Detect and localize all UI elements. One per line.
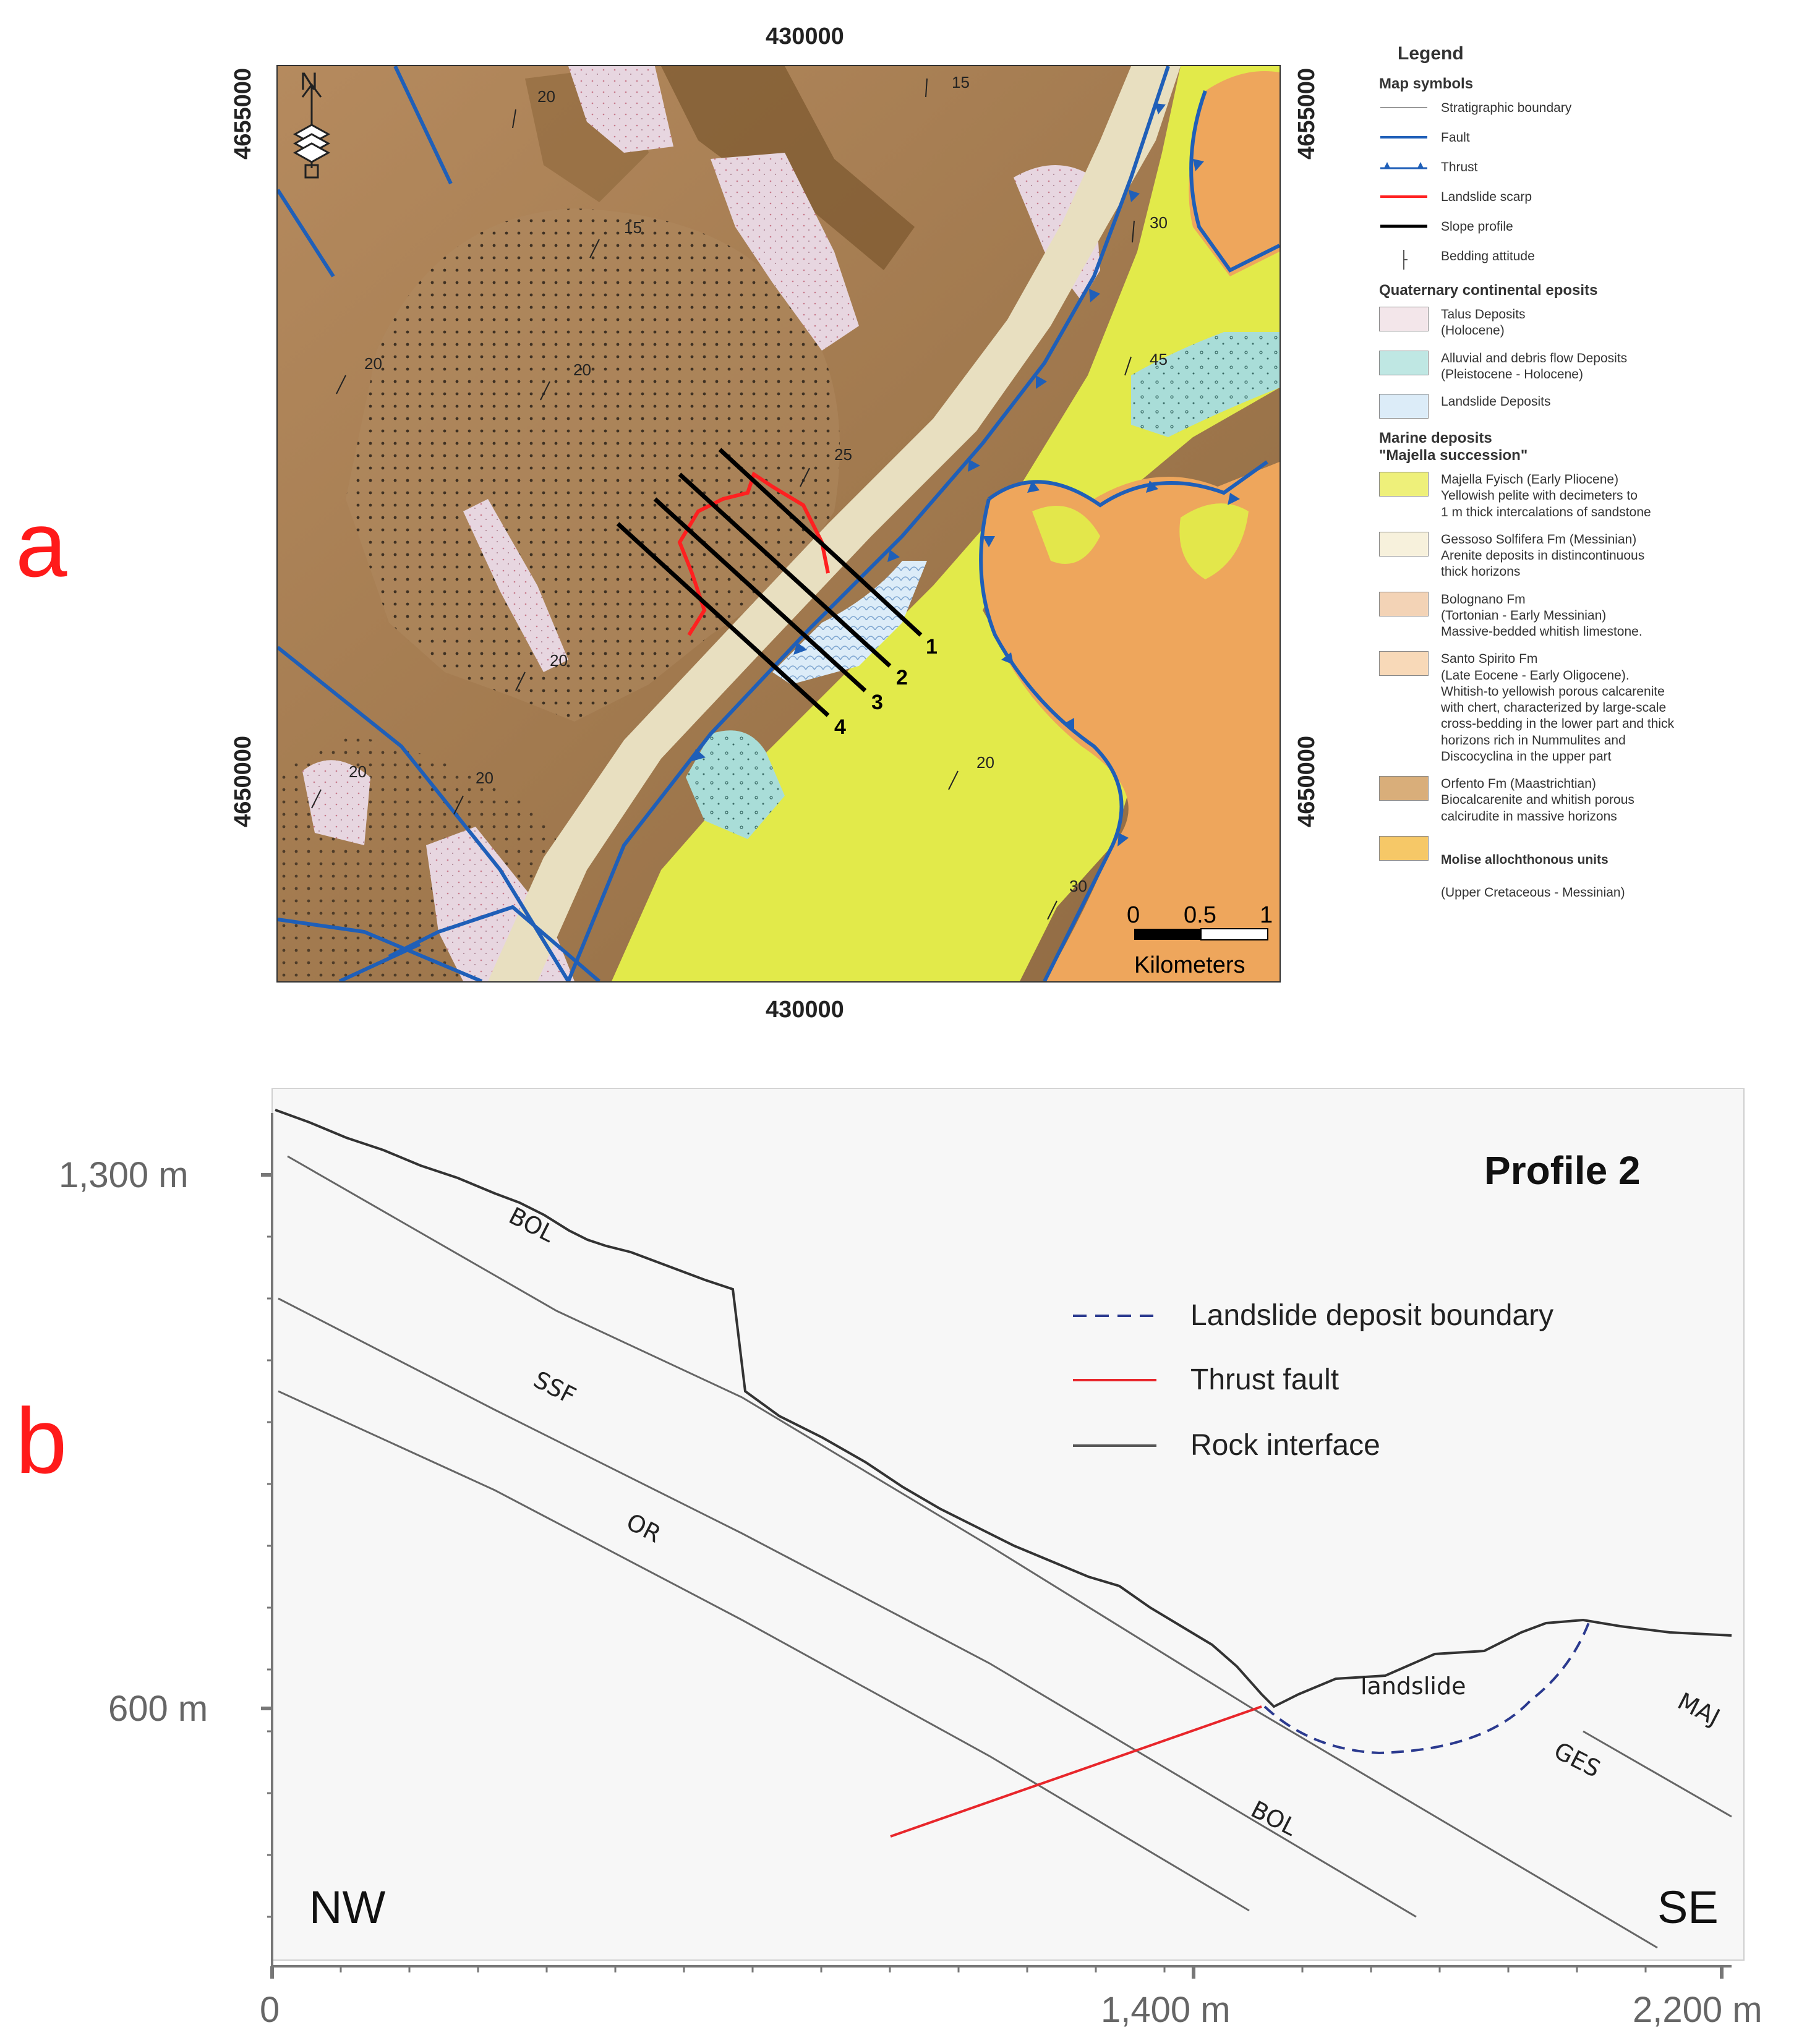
- northing-left-bottom-label: 4650000: [230, 736, 256, 827]
- bedding-value: 15: [952, 73, 970, 92]
- unit-label-landslide: landslide: [1361, 1673, 1466, 1700]
- legend-label: Thrust: [1441, 160, 1478, 174]
- talus-swatch-icon: [1379, 307, 1429, 331]
- legend-row-molise: [1379, 836, 1806, 901]
- legend-label: Bedding attitude: [1441, 249, 1535, 263]
- x-tick-label-0: 0: [260, 1990, 280, 2030]
- legend-row-landslide-deposits: [1379, 394, 1806, 419]
- bedding-value: 45: [1150, 350, 1168, 369]
- unit-label-or: OR: [622, 1507, 666, 1548]
- orfento-swatch-icon: [1379, 776, 1429, 801]
- alluvial-swatch-icon: [1379, 351, 1429, 375]
- x-tick-label-1400: 1,400 m: [1101, 1990, 1231, 2030]
- bolognano-swatch-icon: [1379, 592, 1429, 616]
- bedding-value: 15: [624, 218, 642, 237]
- north-arrow-label: N: [300, 68, 318, 95]
- legend-row-orfento: [1379, 776, 1806, 825]
- bedding-value: 20: [573, 360, 591, 379]
- legend-row-santo-spirito: [1379, 651, 1806, 765]
- legend-row-slope-profile: [1379, 219, 1806, 237]
- majella-swatch-icon: [1379, 472, 1429, 497]
- unit-label-bol-upper: BOL: [504, 1201, 560, 1248]
- legend-label: Alluvial and debris flow Deposits (Pleistocene - Holocene): [1441, 351, 1628, 382]
- legend-row-landslide-scarp: [1379, 189, 1806, 208]
- gessoso-swatch-icon: [1379, 532, 1429, 556]
- bedding-value: 20: [476, 769, 493, 787]
- profile-number-4: 4: [834, 715, 846, 739]
- fault-line-icon: [1379, 130, 1429, 145]
- legend-row-bedding-attitude: [1379, 249, 1806, 271]
- unit-label-maj: MAJ: [1673, 1687, 1725, 1731]
- bedding-value: 20: [550, 651, 568, 670]
- legend-label: Orfento Fm (Maastrichtian) Biocalcarenite and whitish porous calcirudite in massive horizons: [1441, 777, 1634, 824]
- bedding-value: 30: [1069, 877, 1087, 895]
- landslide-swatch-icon: [1379, 394, 1429, 419]
- legend-label: Majella Fyisch (Early Pliocene) Yellowish pelite with decimeters to 1 m thick intercalations of sandstone: [1441, 472, 1651, 519]
- legend-label: Landslide deposit boundary: [1190, 1299, 1554, 1332]
- legend-row-stratigraphic-boundary: [1379, 100, 1806, 119]
- marine-heading: Marine deposits "Majella succession": [1379, 430, 1528, 464]
- landslide-scarp-line-icon: [1379, 189, 1429, 204]
- legend-label: Santo Spirito Fm (Late Eocene - Early Oligocene). Whitish-to yellowish porous calcarenite with chert, characterized by large-scale cross-bedding in the lower part and thick horizons rich in Nummulites and Discocyclina in the upper part: [1441, 652, 1675, 764]
- thrust-line-icon: [1379, 160, 1429, 174]
- unit-label-ges: GES: [1549, 1736, 1605, 1783]
- stratigraphic-boundary-line-icon: [1379, 100, 1429, 115]
- scale-tick-05: 0.5: [1184, 902, 1216, 928]
- legend-row-thrust: [1379, 160, 1806, 178]
- slope-profile-line-icon: [1379, 219, 1429, 234]
- map-symbols-heading: Map symbols: [1379, 75, 1474, 92]
- profile-title: Profile 2: [1484, 1148, 1641, 1193]
- x-tick-label-2200: 2,200 m: [1633, 1990, 1762, 2030]
- legend-row-majella: [1379, 472, 1806, 521]
- northing-right-top-label: 4655000: [1294, 68, 1320, 160]
- easting-bottom-label: 430000: [766, 997, 844, 1023]
- bedding-value: 20: [976, 753, 994, 772]
- legend-row-gessoso: [1379, 532, 1806, 581]
- geologic-map: [276, 65, 1281, 983]
- bedding-value: 20: [349, 762, 367, 781]
- y-tick-label-600: 600 m: [108, 1689, 208, 1729]
- legend-label: Landslide scarp: [1441, 190, 1532, 204]
- bedding-value: 20: [537, 87, 555, 106]
- legend-row-fault: [1379, 130, 1806, 148]
- bedding-value: 20: [364, 354, 382, 373]
- unit-label-ssf: SSF: [529, 1365, 581, 1410]
- legend-label: Landslide Deposits: [1441, 394, 1551, 409]
- molise-legend-text: [1441, 836, 1806, 901]
- bedding-value: 25: [834, 445, 852, 464]
- legend-label: Gessoso Solfifera Fm (Messinian) Arenite deposits in distincontinuous thick horizons: [1441, 532, 1645, 579]
- geologic-map-canvas: [278, 66, 1280, 981]
- legend-label: Stratigraphic boundary: [1441, 101, 1572, 115]
- bedding-attitude-symbol-icon: [1379, 249, 1429, 271]
- molise-heading: Molise allochthonous units: [1441, 853, 1609, 867]
- panel-b-label: b: [15, 1389, 67, 1493]
- legend-label: Rock interface: [1190, 1429, 1380, 1462]
- bedding-value: 30: [1150, 213, 1168, 232]
- molise-swatch-icon: [1379, 836, 1429, 861]
- legend-label: Fault: [1441, 130, 1470, 145]
- legend-label: Thrust fault: [1190, 1363, 1339, 1396]
- direction-se: SE: [1657, 1882, 1719, 1933]
- quaternary-heading: Quaternary continental eposits: [1379, 282, 1598, 299]
- legend-title: Legend: [1398, 43, 1464, 64]
- profile-2-section: [0, 1088, 1820, 2038]
- panel-a-label: a: [15, 492, 67, 596]
- profile-number-1: 1: [926, 635, 938, 659]
- legend-label: Bolognano Fm (Tortonian - Early Messinian) Massive-bedded whitish limestone.: [1441, 592, 1643, 639]
- northing-right-bottom-label: 4650000: [1294, 736, 1320, 827]
- legend-row-bolognano: [1379, 592, 1806, 641]
- map-legend: [1379, 43, 1806, 912]
- scale-unit: Kilometers: [1134, 952, 1245, 978]
- profile-frame: [272, 1088, 1744, 1960]
- northing-left-top-label: 4655000: [230, 68, 256, 160]
- profile-number-2: 2: [896, 666, 908, 689]
- y-tick-label-1300: 1,300 m: [59, 1155, 189, 1195]
- direction-nw: NW: [309, 1882, 386, 1933]
- easting-top-label: 430000: [766, 23, 844, 49]
- molise-label: (Upper Cretaceous - Messinian): [1441, 885, 1625, 900]
- scale-tick-0: 0: [1127, 902, 1140, 928]
- legend-row-talus: [1379, 307, 1806, 339]
- profile-number-3: 3: [871, 691, 883, 714]
- scale-tick-1: 1: [1260, 902, 1273, 928]
- legend-label: Slope profile: [1441, 220, 1513, 234]
- legend-label: Talus Deposits (Holocene): [1441, 307, 1526, 338]
- santo-spirito-swatch-icon: [1379, 651, 1429, 676]
- legend-row-alluvial: [1379, 351, 1806, 383]
- unit-label-bol-lower: BOL: [1246, 1795, 1302, 1841]
